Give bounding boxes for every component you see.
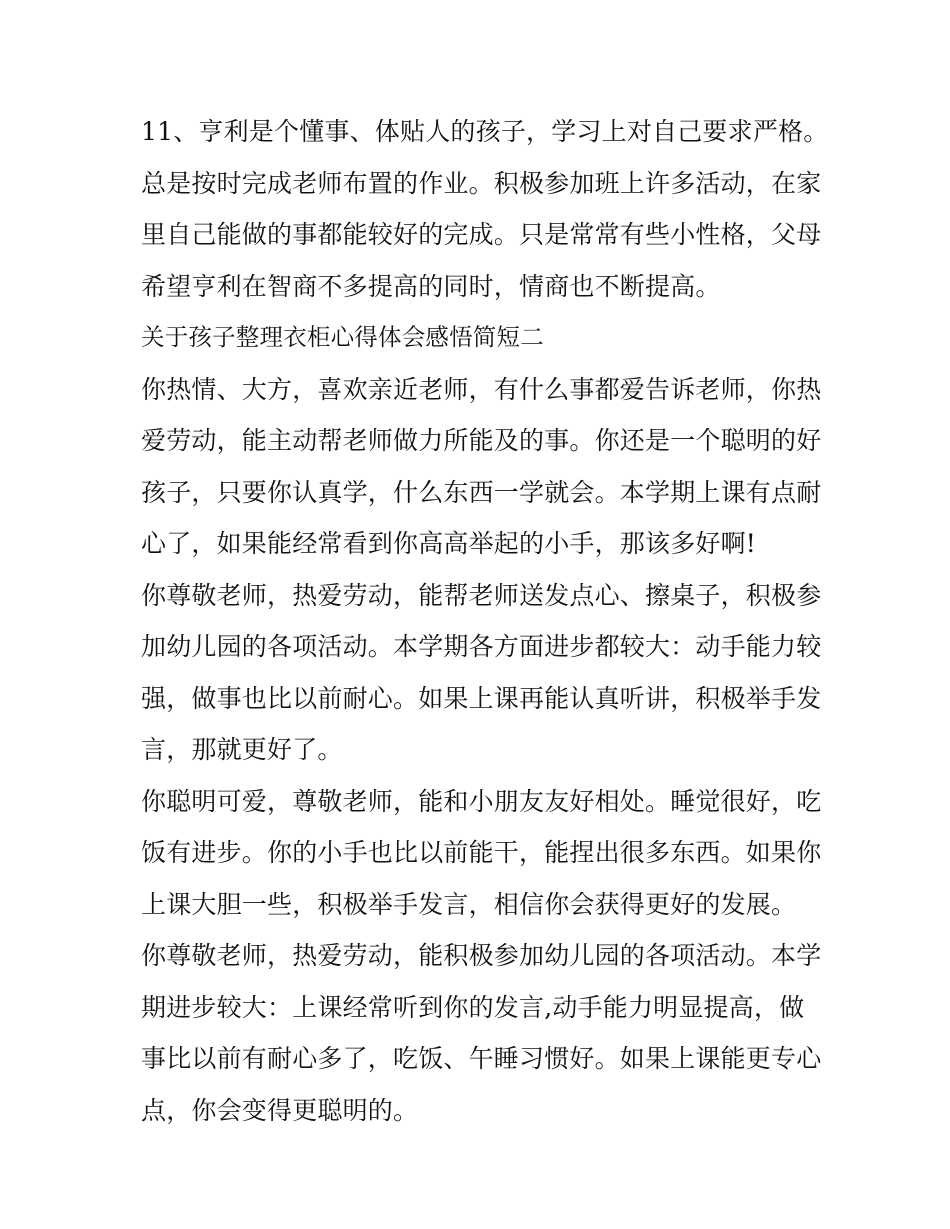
text-line: 强，做事也比以前耐心。如果上课再能认真听讲，积极举手发 [141, 683, 822, 713]
text-line: 期进步较大：上课经常听到你的发言,动手能力明显提高，做 [141, 992, 805, 1022]
text-line: 你聪明可爱，尊敬老师，能和小朋友友好相处。睡觉很好，吃 [141, 786, 822, 816]
text-line: 上课大胆一些，积极举手发言，相信你会获得更好的发展。 [141, 889, 797, 919]
text-line: 孩子，只要你认真学，什么东西一学就会。本学期上课有点耐 [141, 477, 822, 507]
text-line: 希望亨利在智商不多提高的同时，情商也不断提高。 [141, 271, 721, 301]
text-line: 你热情、大方，喜欢亲近老师，有什么事都爱告诉老师，你热 [141, 374, 822, 404]
text-line: 11、亨利是个懂事、体贴人的孩子，学习上对自己要求严格。 [141, 117, 829, 146]
text-line: 事比以前有耐心多了，吃饭、午睡习惯好。如果上课能更专心 [141, 1044, 822, 1073]
text-line: 里自己能做的事都能较好的完成。只是常常有些小性格，父母 [141, 220, 822, 249]
section-heading: 关于孩子整理衣柜心得体会感悟简短二 [141, 323, 544, 351]
text-line: 总是按时完成老师布置的作业。积极参加班上许多活动，在家 [141, 168, 822, 198]
text-line: 你尊敬老师，热爱劳动，能帮老师送发点心、擦桌子，积极参 [141, 580, 822, 610]
text-line: 言，那就更好了。 [141, 735, 343, 764]
text-line: 你尊敬老师，热爱劳动，能积极参加幼儿园的各项活动。本学 [141, 941, 822, 970]
text-line: 加幼儿园的各项活动。本学期各方面进步都较大：动手能力较 [141, 632, 822, 661]
text-line: 饭有进步。你的小手也比以前能干，能捏出很多东西。如果你 [141, 838, 822, 867]
text-line: 点，你会变得更聪明的。 [141, 1095, 419, 1125]
text-line: 爱劳动，能主动帮老师做力所能及的事。你还是一个聪明的好 [141, 426, 822, 455]
text-line: 心了，如果能经常看到你高高举起的小手，那该多好啊! [141, 529, 757, 558]
document-body [141, 106, 829, 1136]
